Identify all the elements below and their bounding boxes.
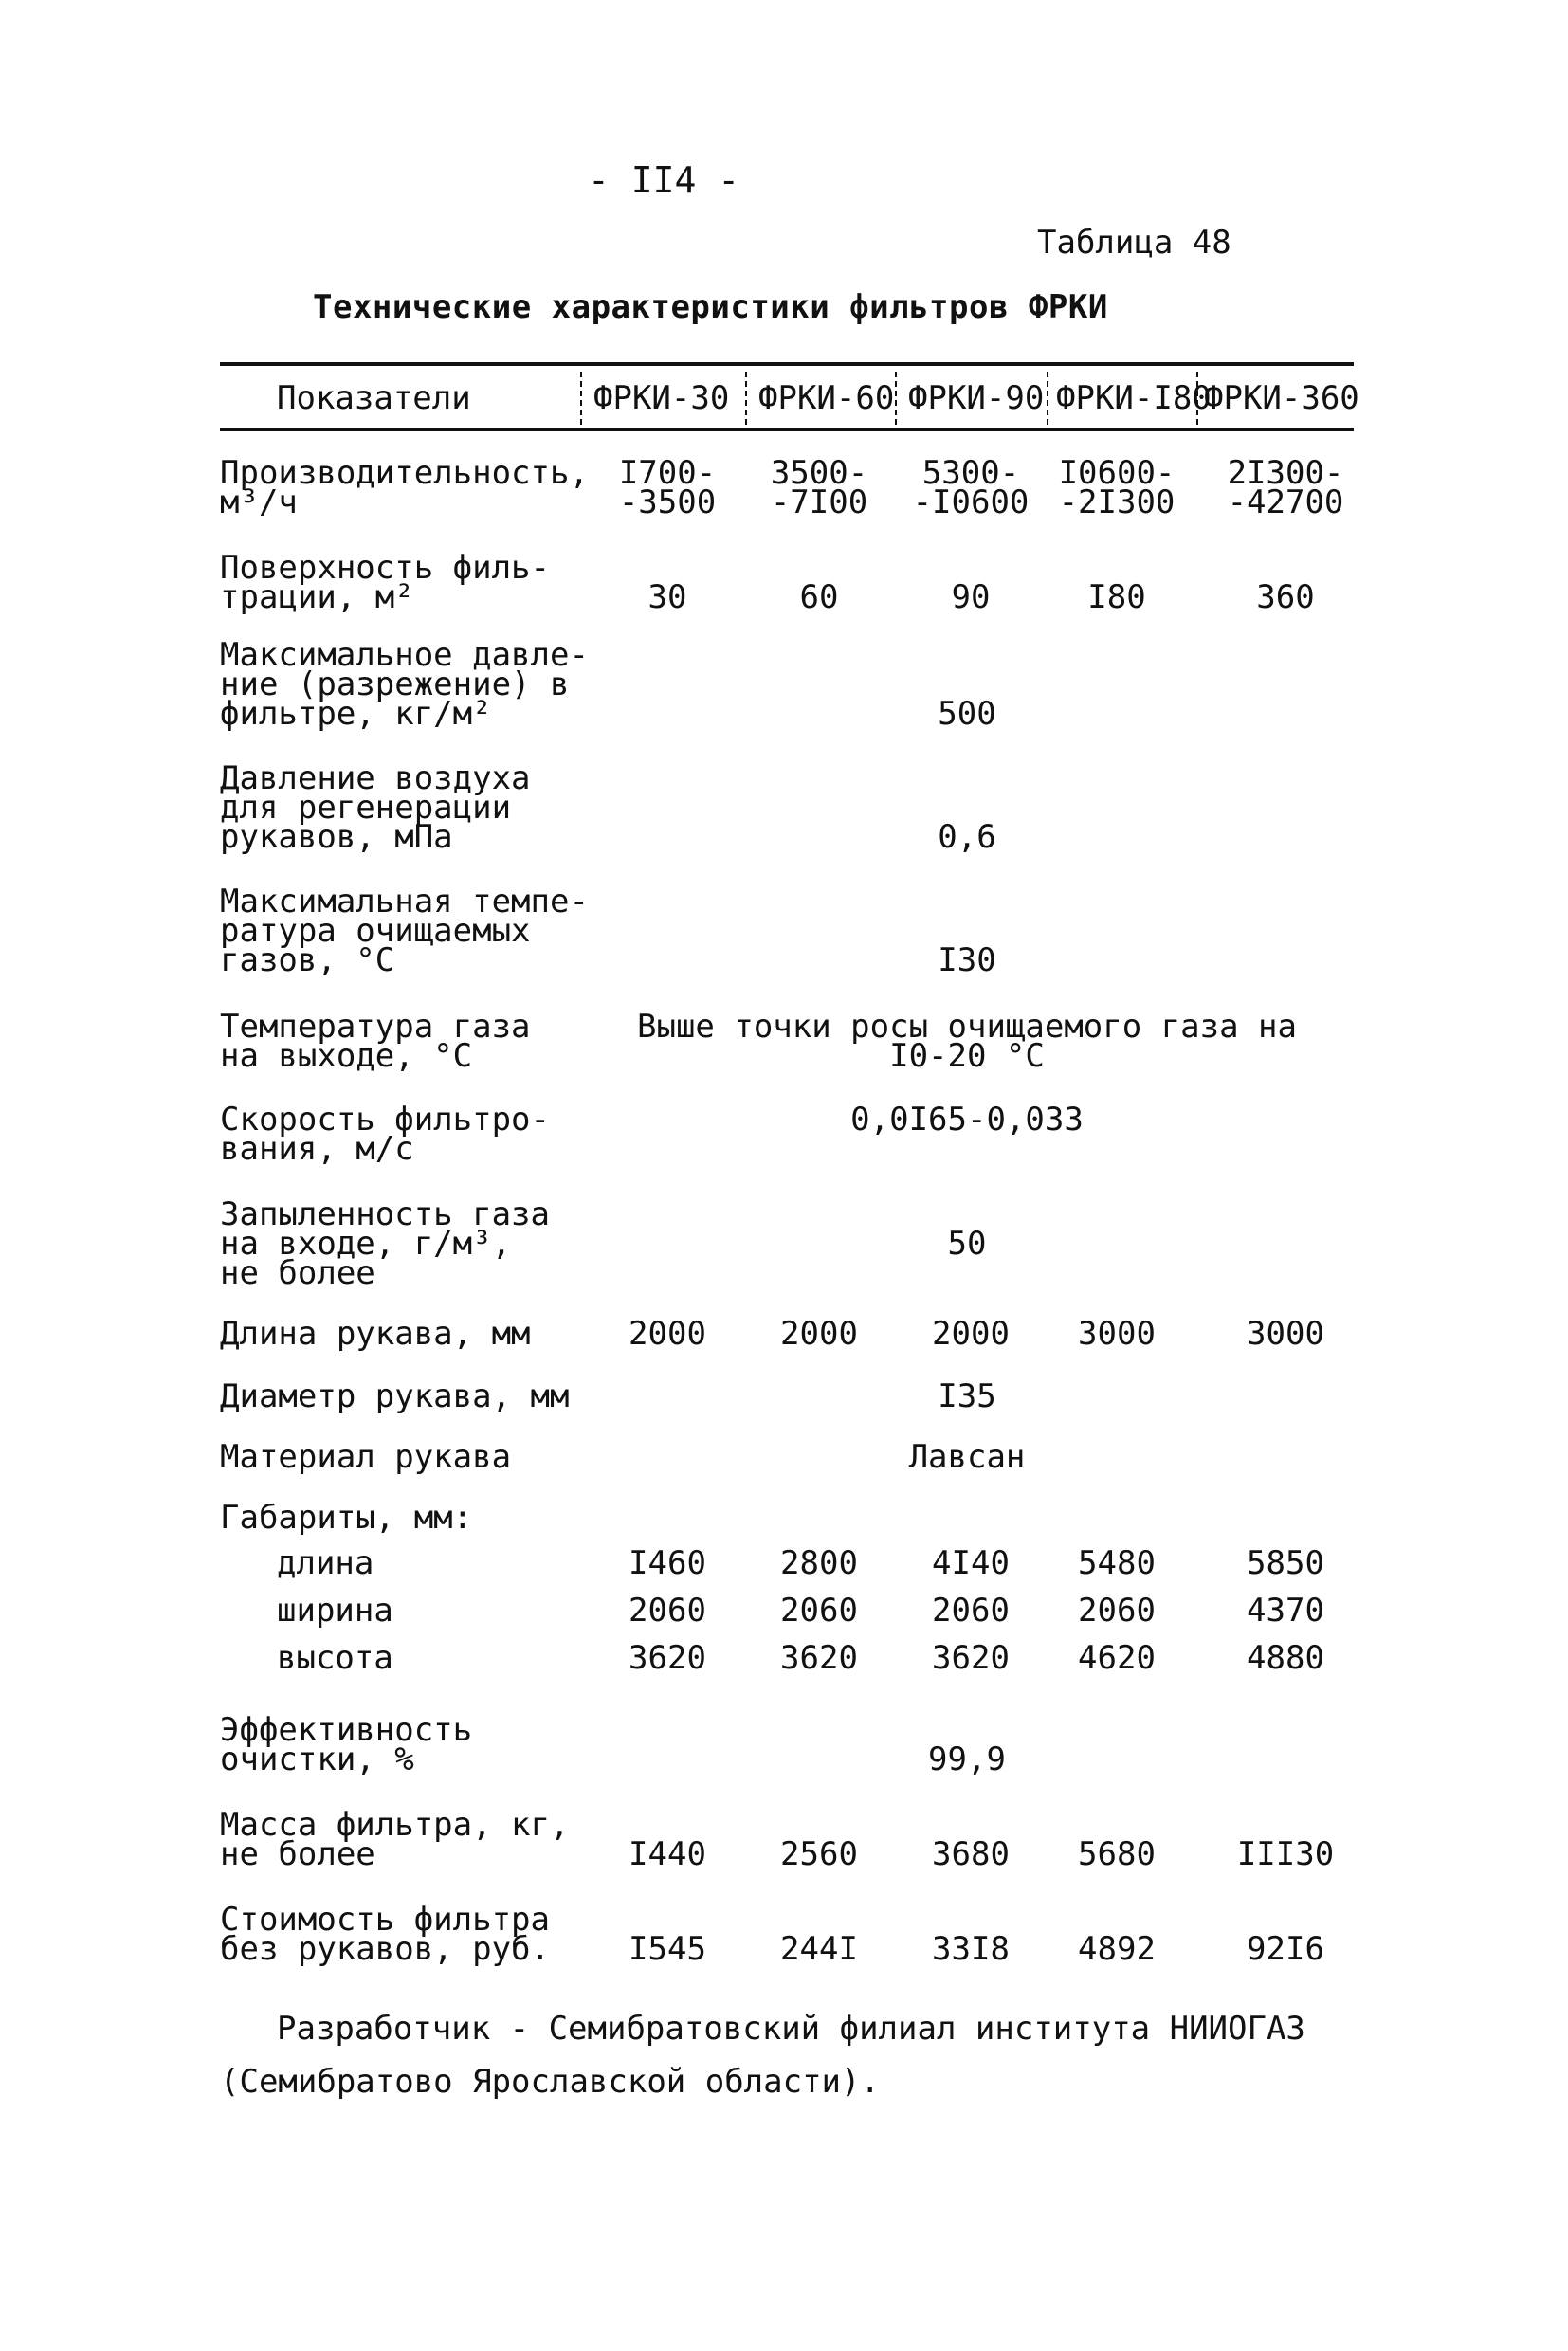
- row-value: 2060: [1078, 1592, 1156, 1630]
- row-value: I80: [1087, 578, 1146, 616]
- header-frki-30: ФРКИ-30: [593, 379, 730, 417]
- row-span-value: 0,6: [938, 818, 996, 856]
- row-value: I460: [629, 1544, 706, 1582]
- row-value: 4880: [1247, 1639, 1324, 1677]
- row-value: 92I6: [1247, 1930, 1324, 1968]
- row-span-value: Выше точки росы очищаемого газа на I0-20 °С: [637, 1008, 1297, 1075]
- row-label: Давление воздуха для регенерации рукавов, мПа: [220, 759, 531, 856]
- row-value: 3000: [1247, 1315, 1324, 1353]
- header-frki-360: ФРКИ-360: [1204, 379, 1359, 417]
- row-value: 2000: [932, 1315, 1010, 1353]
- row-value: 5300- -I0600: [912, 454, 1030, 521]
- row-value: 3500- -7I00: [770, 454, 868, 521]
- header-frki-180: ФРКИ-I80: [1056, 379, 1212, 417]
- row-label: Стоимость фильтра без рукавов, руб.: [220, 1901, 550, 1968]
- row-value: 3620: [629, 1639, 706, 1677]
- developer-note-line-1: Разработчик - Семибратовский филиал института НИИОГАЗ: [277, 2010, 1305, 2048]
- row-value: 3680: [932, 1835, 1010, 1873]
- header-separator: [1047, 372, 1048, 425]
- row-label: Эффективность очистки, %: [220, 1711, 473, 1778]
- row-label: ширина: [277, 1592, 393, 1630]
- row-span-value: 99,9: [928, 1740, 1006, 1778]
- row-value: 2060: [780, 1592, 858, 1630]
- row-value: III30: [1236, 1835, 1335, 1873]
- row-value: 4370: [1247, 1592, 1324, 1630]
- row-value: 3620: [780, 1639, 858, 1677]
- row-value: 3620: [932, 1639, 1010, 1677]
- row-span-value: 0,0I65-0,033: [850, 1101, 1084, 1139]
- header-frki-90: ФРКИ-90: [908, 379, 1045, 417]
- row-label: Скорость фильтро- вания, м/с: [220, 1101, 550, 1168]
- row-label: Поверхность филь- трации, м²: [220, 549, 550, 616]
- header-frki-60: ФРКИ-60: [758, 379, 895, 417]
- row-span-value: I35: [938, 1377, 996, 1415]
- row-value: 2060: [932, 1592, 1010, 1630]
- row-value: 2060: [629, 1592, 706, 1630]
- row-value: 33I8: [932, 1930, 1010, 1968]
- row-value: 2560: [780, 1835, 858, 1873]
- row-value: 2000: [780, 1315, 858, 1353]
- row-label: длина: [277, 1544, 374, 1582]
- header-separator: [1196, 372, 1198, 425]
- row-label: Диаметр рукава, мм: [220, 1377, 570, 1415]
- row-label: высота: [277, 1639, 393, 1677]
- row-value: 2000: [629, 1315, 706, 1353]
- row-label: Максимальная темпе- ратура очищаемых газов, °С: [220, 883, 589, 979]
- page-number: - II4 -: [588, 159, 740, 201]
- row-value: I545: [629, 1930, 706, 1968]
- row-value: 360: [1256, 578, 1315, 616]
- row-label: Производительность, м³/ч: [220, 454, 589, 521]
- developer-note: [220, 2002, 1358, 2108]
- row-span-value: 50: [947, 1225, 987, 1263]
- header-indicators: Показатели: [277, 379, 471, 417]
- row-label: Запыленность газа на входе, г/м³, не более: [220, 1195, 550, 1292]
- row-value: 5850: [1247, 1544, 1324, 1582]
- row-value: I440: [629, 1835, 706, 1873]
- table-top-rule: [220, 362, 1354, 366]
- header-separator: [895, 372, 897, 425]
- header-separator: [580, 372, 582, 425]
- row-value: 244I: [780, 1930, 858, 1968]
- row-value: 5480: [1078, 1544, 1156, 1582]
- table-label: Таблица 48: [1037, 224, 1231, 262]
- row-value: 30: [647, 578, 687, 616]
- row-value: 4620: [1078, 1639, 1156, 1677]
- table-header-rule: [220, 428, 1354, 431]
- row-label: Габариты, мм:: [220, 1499, 473, 1537]
- row-value: 5680: [1078, 1835, 1156, 1873]
- row-label: Максимальное давле- ние (разрежение) в фильтре, кг/м²: [220, 636, 589, 733]
- row-span-value: Лавсан: [908, 1438, 1026, 1476]
- row-value: 4I40: [932, 1544, 1010, 1582]
- row-value: 2800: [780, 1544, 858, 1582]
- row-value: 2I300- -42700: [1227, 454, 1344, 521]
- row-span-value: 500: [938, 695, 996, 733]
- row-label: Масса фильтра, кг, не более: [220, 1806, 570, 1873]
- row-label: Материал рукава: [220, 1438, 512, 1476]
- row-value: 60: [799, 578, 839, 616]
- row-label: Температура газа на выходе, °С: [220, 1008, 531, 1075]
- row-value: I0600- -2I300: [1058, 454, 1176, 521]
- row-value: 90: [951, 578, 991, 616]
- header-separator: [745, 372, 747, 425]
- row-value: 3000: [1078, 1315, 1156, 1353]
- row-value: I700- -3500: [618, 454, 717, 521]
- row-label: Длина рукава, мм: [220, 1315, 531, 1353]
- row-value: 4892: [1078, 1930, 1156, 1968]
- row-span-value: I30: [938, 941, 996, 979]
- developer-note-line-2: (Семибратово Ярославской области).: [220, 2063, 880, 2101]
- table-title: Технические характеристики фильтров ФРКИ: [313, 288, 1108, 326]
